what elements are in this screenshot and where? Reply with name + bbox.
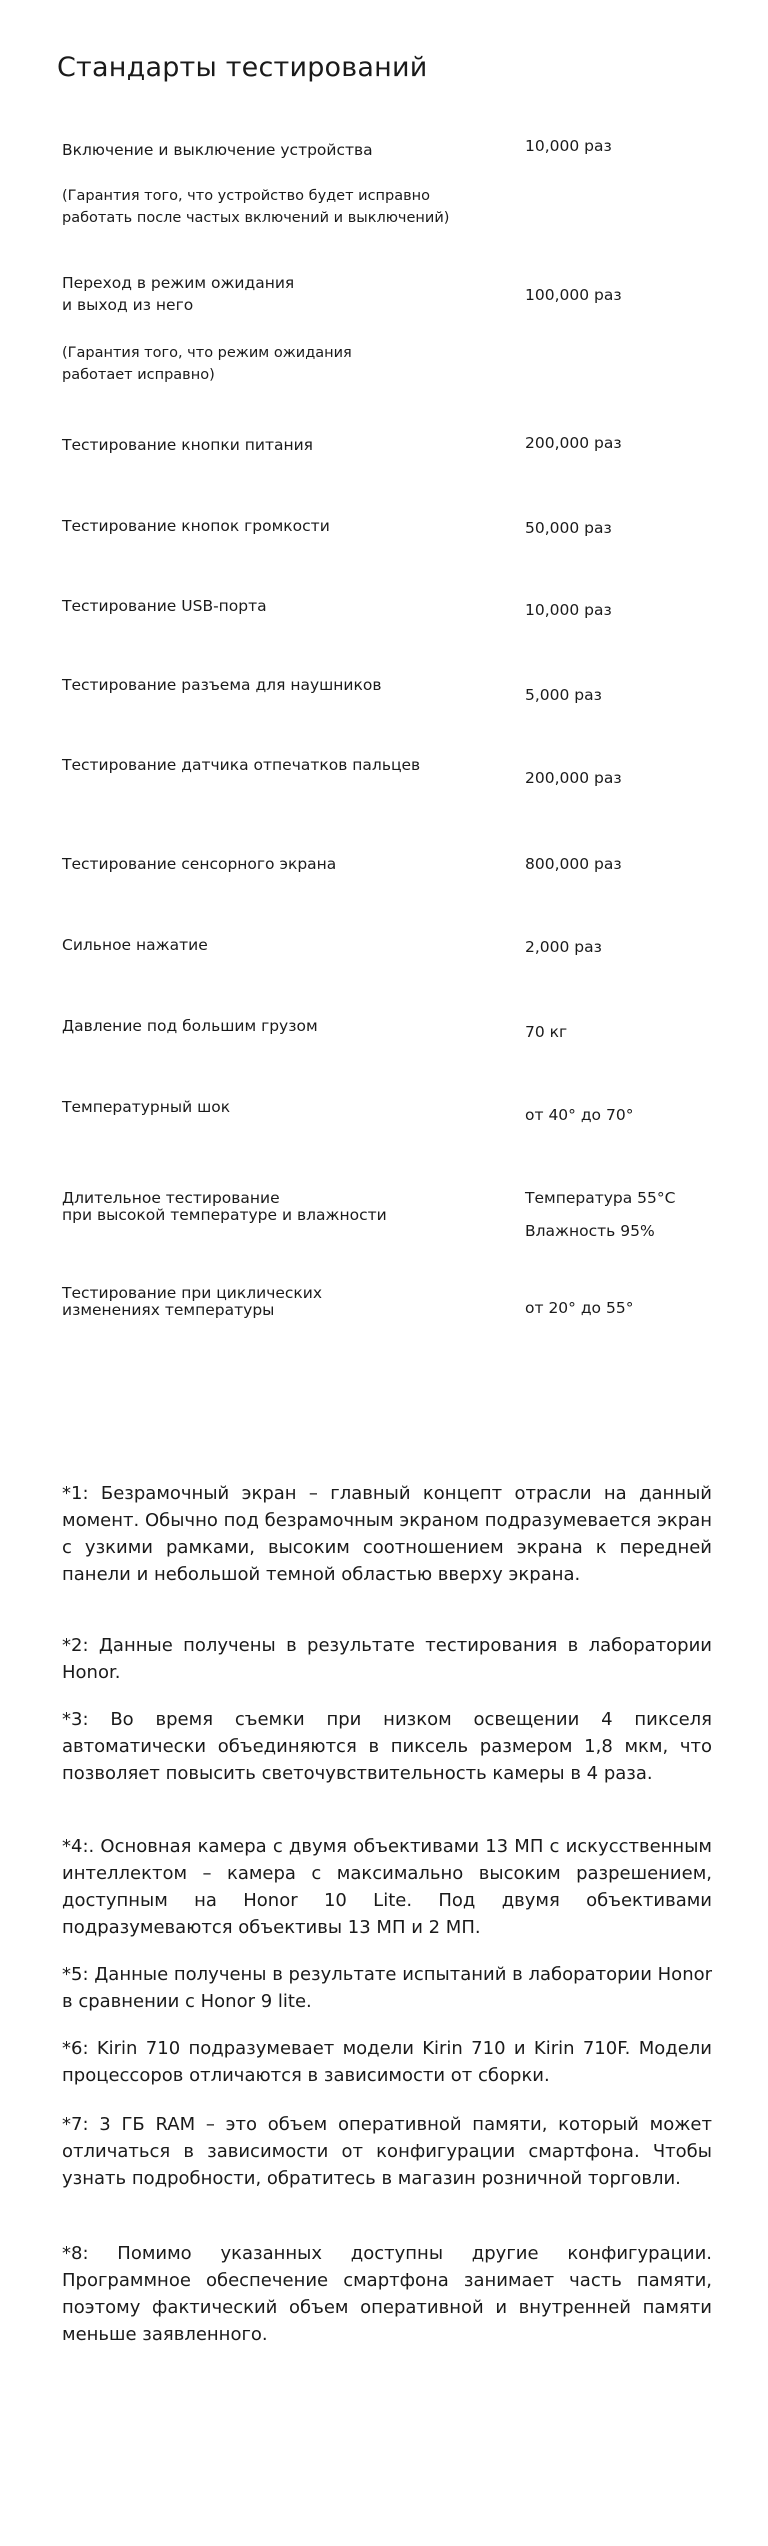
test-value-thermal-cycling: от 20° до 55° [525,1299,634,1317]
test-label-heavy-load: Давление под большим грузом [62,1017,318,1035]
test-label-touchscreen: Тестирование сенсорного экрана [62,855,337,873]
test-label-hard-press: Сильное нажатие [62,936,208,954]
test-label-power-button: Тестирование кнопки питания [62,436,313,454]
footnote-2: *2: Данные получены в результате тестирования в лаборатории Honor. [62,1635,712,1683]
test-value-fingerprint: 200,000 раз [525,769,622,787]
test-value-power-button: 200,000 раз [525,434,622,452]
footnote-4: *4:. Основная камера с двумя объективами 13 МП с искусственным интеллектом – камера с максимально высоким разрешением, доступным на Honor 10 Lite. Под двумя объективами подразумеваются объективы 13 МП и 2 МП. [62,1836,712,1938]
test-label-heat-humidity: Длительное тестирование при высокой температуре и влажности [62,1189,387,1224]
test-value-power-cycle: 10,000 раз [525,137,612,155]
test-value-volume-buttons: 50,000 раз [525,519,612,537]
test-label-usb-port: Тестирование USB-порта [62,597,267,615]
test-note-standby: (Гарантия того, что режим ожидания работает исправно) [62,345,352,383]
test-value-thermal-shock: от 40° до 70° [525,1106,634,1124]
footnote-6: *6: Kirin 710 подразумевает модели Kirin 710 и Kirin 710F. Модели процессоров отличаются в зависимости от сборки. [62,2038,712,2086]
test-value-touchscreen: 800,000 раз [525,855,622,873]
test-label-fingerprint: Тестирование датчика отпечатков пальцев [62,756,421,774]
test-value-heat-humidity: Температура 55°C Влажность 95% [525,1189,676,1240]
test-value-heavy-load: 70 кг [525,1023,568,1041]
footnote-7: *7: 3 ГБ RAM – это объем оперативной памяти, который может отличаться в зависимости от конфигурации смартфона. Чтобы узнать подробности, обратитесь в магазин розничной торговли. [62,2114,712,2189]
footnote-5: *5: Данные получены в результате испытаний в лаборатории Honor в сравнении с Honor 9 lite. [62,1964,713,2012]
test-value-usb-port: 10,000 раз [525,601,612,619]
test-label-thermal-shock: Температурный шок [62,1098,231,1116]
footnote-3: *3: Во время съемки при низком освещении 4 пикселя автоматически объединяются в пиксель размером 1,8 мкм, что позволяет повысить светочувствительность камеры в 4 раза. [62,1709,712,1784]
test-label-thermal-cycling: Тестирование при циклических изменениях температуры [62,1284,323,1319]
footnote-1: *1: Безрамочный экран – главный концепт отрасли на данный момент. Обычно под безрамочным экраном подразумевается экран с узкими рамками, высоким соотношением экрана к передней панели и небольшой темной областью вверху экрана. [62,1483,712,1585]
test-label-standby: Переход в режим ожидания и выход из него [62,274,295,314]
page-title: Стандарты тестирований [57,52,428,83]
test-value-standby: 100,000 раз [525,286,622,304]
test-note-power-cycle: (Гарантия того, что устройство будет исправно работать после частых включений и выключений) [62,188,450,226]
test-label-volume-buttons: Тестирование кнопок громкости [62,517,330,535]
test-value-hard-press: 2,000 раз [525,938,602,956]
test-label-power-cycle: Включение и выключение устройства [62,141,373,159]
footnote-8: *8: Помимо указанных доступны другие конфигурации. Программное обеспечение смартфона занимает часть памяти, поэтому фактический объем оперативной и внутренней памяти меньше заявленного. [62,2243,712,2345]
test-label-headphone-jack: Тестирование разъема для наушников [62,676,382,694]
test-value-headphone-jack: 5,000 раз [525,686,602,704]
